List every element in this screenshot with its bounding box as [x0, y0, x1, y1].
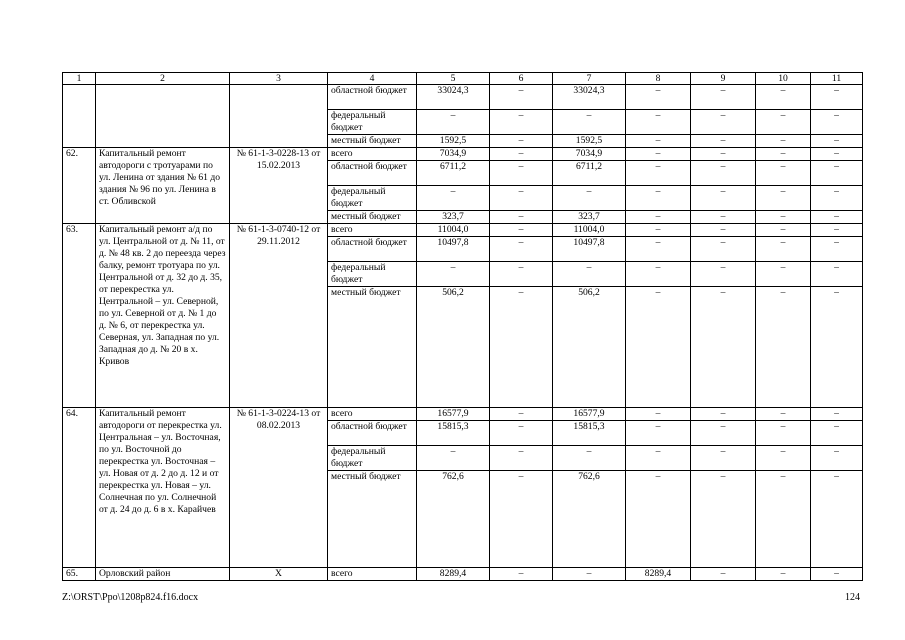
budget-type-cell: всего [328, 224, 417, 237]
budget-type-cell: всего [328, 408, 417, 421]
budget-type-cell: местный бюджет [328, 211, 417, 224]
column-number-row [63, 73, 863, 85]
amount-cell: – [626, 237, 691, 262]
amount-cell: – [756, 135, 811, 148]
amount-cell: – [490, 446, 553, 471]
amount-cell: – [691, 421, 756, 446]
amount-cell: – [553, 110, 626, 135]
amount-cell: 7034,9 [553, 148, 626, 161]
table-row [63, 85, 863, 110]
amount-cell: 15815,3 [553, 421, 626, 446]
amount-cell: – [691, 237, 756, 262]
amount-total-cell: – [417, 186, 490, 211]
document-cell: № 61-1-3-0228-13 от 15.02.2013 [230, 148, 328, 224]
column-header: 1 [63, 73, 96, 85]
table-row [63, 148, 863, 161]
amount-cell: 323,7 [553, 211, 626, 224]
amount-cell: – [756, 421, 811, 446]
amount-cell: – [811, 161, 863, 186]
amount-cell: – [691, 211, 756, 224]
amount-cell: – [811, 85, 863, 110]
amount-cell: – [553, 446, 626, 471]
amount-cell: – [756, 262, 811, 287]
amount-cell: – [811, 224, 863, 237]
amount-cell: – [756, 224, 811, 237]
amount-cell: – [756, 186, 811, 211]
amount-cell: – [691, 568, 756, 581]
amount-total-cell: 8289,4 [417, 568, 490, 581]
footer-file-path: Z:\ORST\Ppo\1208p824.f16.docx [62, 592, 199, 603]
amount-cell: – [490, 211, 553, 224]
table-row [63, 408, 863, 421]
amount-cell: – [626, 161, 691, 186]
amount-cell: – [553, 186, 626, 211]
amount-cell: – [811, 568, 863, 581]
amount-total-cell: – [417, 262, 490, 287]
amount-cell: – [626, 224, 691, 237]
amount-cell: – [691, 85, 756, 110]
object-name-cell: Капитальный ремонт автодороги с тротуарами по ул. Ленина от здания № 61 до здания № 96 по ул. Ленина в ст. Обливской [96, 148, 230, 224]
amount-cell: – [490, 421, 553, 446]
amount-cell: – [756, 408, 811, 421]
column-header: 2 [96, 73, 230, 85]
amount-cell: – [490, 237, 553, 262]
budget-type-cell: областной бюджет [328, 161, 417, 186]
amount-cell: – [626, 421, 691, 446]
amount-total-cell: 323,7 [417, 211, 490, 224]
budget-table [62, 72, 863, 581]
amount-cell: – [811, 186, 863, 211]
amount-cell: 762,6 [553, 471, 626, 568]
amount-cell: – [811, 408, 863, 421]
item-number-cell: 65. [63, 568, 96, 581]
amount-cell: – [756, 110, 811, 135]
document-cell: Х [230, 568, 328, 581]
table-row [63, 568, 863, 581]
column-header: 6 [490, 73, 553, 85]
item-number-cell [63, 85, 96, 148]
amount-cell: – [691, 446, 756, 471]
amount-cell: – [756, 471, 811, 568]
amount-cell: – [490, 85, 553, 110]
column-header: 8 [626, 73, 691, 85]
amount-total-cell: 762,6 [417, 471, 490, 568]
amount-total-cell: 10497,8 [417, 237, 490, 262]
amount-cell: – [626, 408, 691, 421]
amount-cell: 10497,8 [553, 237, 626, 262]
budget-type-cell: всего [328, 148, 417, 161]
budget-type-cell: федеральный бюджет [328, 110, 417, 135]
amount-cell: 6711,2 [553, 161, 626, 186]
amount-cell: – [490, 262, 553, 287]
amount-cell: 1592,5 [553, 135, 626, 148]
amount-cell: – [691, 471, 756, 568]
amount-cell: – [626, 446, 691, 471]
document-cell: № 61-1-3-0740-12 от 29.11.2012 [230, 224, 328, 408]
amount-cell: – [811, 471, 863, 568]
item-number-cell: 62. [63, 148, 96, 224]
object-name-cell: Капитальный ремонт автодороги от перекрестка ул. Центральная – ул. Восточная, по ул. Восточной до перекрестка ул. Восточная – ул. Новая от д. 2 до д. 12 и от перекрестка ул. Новая – ул. Солнечная по ул. Солнечной от д. 24 до д. 6 в х. Карайчев [96, 408, 230, 568]
amount-cell: – [691, 110, 756, 135]
budget-type-cell: областной бюджет [328, 237, 417, 262]
amount-cell: 33024,3 [553, 85, 626, 110]
amount-cell: – [756, 161, 811, 186]
amount-cell: – [691, 224, 756, 237]
amount-cell: – [691, 287, 756, 408]
column-header: 5 [417, 73, 490, 85]
amount-total-cell: – [417, 446, 490, 471]
budget-type-cell: областной бюджет [328, 421, 417, 446]
amount-cell: – [626, 135, 691, 148]
amount-total-cell: 7034,9 [417, 148, 490, 161]
amount-total-cell: 11004,0 [417, 224, 490, 237]
amount-cell: – [626, 85, 691, 110]
amount-cell: – [756, 148, 811, 161]
column-header: 4 [328, 73, 417, 85]
amount-cell: – [626, 148, 691, 161]
amount-total-cell: 33024,3 [417, 85, 490, 110]
column-header: 3 [230, 73, 328, 85]
amount-cell: – [626, 110, 691, 135]
amount-cell: – [490, 110, 553, 135]
amount-cell: – [756, 211, 811, 224]
amount-cell: – [811, 262, 863, 287]
amount-cell: – [691, 186, 756, 211]
budget-type-cell: федеральный бюджет [328, 446, 417, 471]
amount-cell: – [811, 446, 863, 471]
amount-cell: – [756, 85, 811, 110]
amount-cell: – [756, 568, 811, 581]
amount-cell: – [490, 148, 553, 161]
column-header: 11 [811, 73, 863, 85]
amount-cell: – [490, 287, 553, 408]
amount-cell: – [490, 568, 553, 581]
amount-cell: 11004,0 [553, 224, 626, 237]
amount-cell: – [756, 237, 811, 262]
amount-cell: – [811, 135, 863, 148]
amount-cell: – [553, 262, 626, 287]
budget-type-cell: областной бюджет [328, 85, 417, 110]
item-number-cell: 64. [63, 408, 96, 568]
document-cell: № 61-1-3-0224-13 от 08.02.2013 [230, 408, 328, 568]
column-header: 7 [553, 73, 626, 85]
amount-total-cell: 6711,2 [417, 161, 490, 186]
budget-type-cell: местный бюджет [328, 135, 417, 148]
budget-type-cell: федеральный бюджет [328, 186, 417, 211]
amount-cell: – [490, 224, 553, 237]
column-header: 10 [756, 73, 811, 85]
amount-cell: – [626, 211, 691, 224]
amount-cell: – [490, 161, 553, 186]
amount-cell: – [811, 237, 863, 262]
budget-type-cell: всего [328, 568, 417, 581]
amount-total-cell: 16577,9 [417, 408, 490, 421]
object-name-cell [96, 85, 230, 148]
amount-total-cell: – [417, 110, 490, 135]
amount-cell: – [691, 148, 756, 161]
amount-total-cell: 1592,5 [417, 135, 490, 148]
footer-page-number: 124 [845, 592, 860, 603]
budget-type-cell: местный бюджет [328, 471, 417, 568]
budget-type-cell: федеральный бюджет [328, 262, 417, 287]
amount-cell: 8289,4 [626, 568, 691, 581]
budget-type-cell: местный бюджет [328, 287, 417, 408]
amount-total-cell: 506,2 [417, 287, 490, 408]
amount-cell: – [626, 262, 691, 287]
table-row [63, 224, 863, 237]
document-cell [230, 85, 328, 148]
object-name-cell: Капитальный ремонт а/д по ул. Центральной от д. № 11, от д. № 48 кв. 2 до переезда через балку, ремонт тротуара по ул. Центральной от д. 32 до д. 35, от перекрестка ул. Центральной – ул. Северной, по ул. Северной от д. № 1 до д. № 6, от перекрестка ул. Северная, ул. Западная по ул. Западная до д. № 20 в х. Кривов [96, 224, 230, 408]
amount-cell: – [811, 211, 863, 224]
amount-cell: – [626, 471, 691, 568]
amount-cell: – [811, 110, 863, 135]
amount-total-cell: 15815,3 [417, 421, 490, 446]
amount-cell: – [811, 287, 863, 408]
amount-cell: – [490, 471, 553, 568]
item-number-cell: 63. [63, 224, 96, 408]
amount-cell: – [756, 446, 811, 471]
amount-cell: – [490, 135, 553, 148]
amount-cell: – [691, 408, 756, 421]
amount-cell: – [626, 287, 691, 408]
amount-cell: – [691, 161, 756, 186]
amount-cell: – [490, 186, 553, 211]
amount-cell: – [626, 186, 691, 211]
amount-cell: – [811, 421, 863, 446]
column-header: 9 [691, 73, 756, 85]
amount-cell: 16577,9 [553, 408, 626, 421]
amount-cell: – [756, 287, 811, 408]
amount-cell: – [811, 148, 863, 161]
amount-cell: – [490, 408, 553, 421]
object-name-cell: Орловский район [96, 568, 230, 581]
amount-cell: 506,2 [553, 287, 626, 408]
amount-cell: – [691, 135, 756, 148]
amount-cell: – [553, 568, 626, 581]
amount-cell: – [691, 262, 756, 287]
